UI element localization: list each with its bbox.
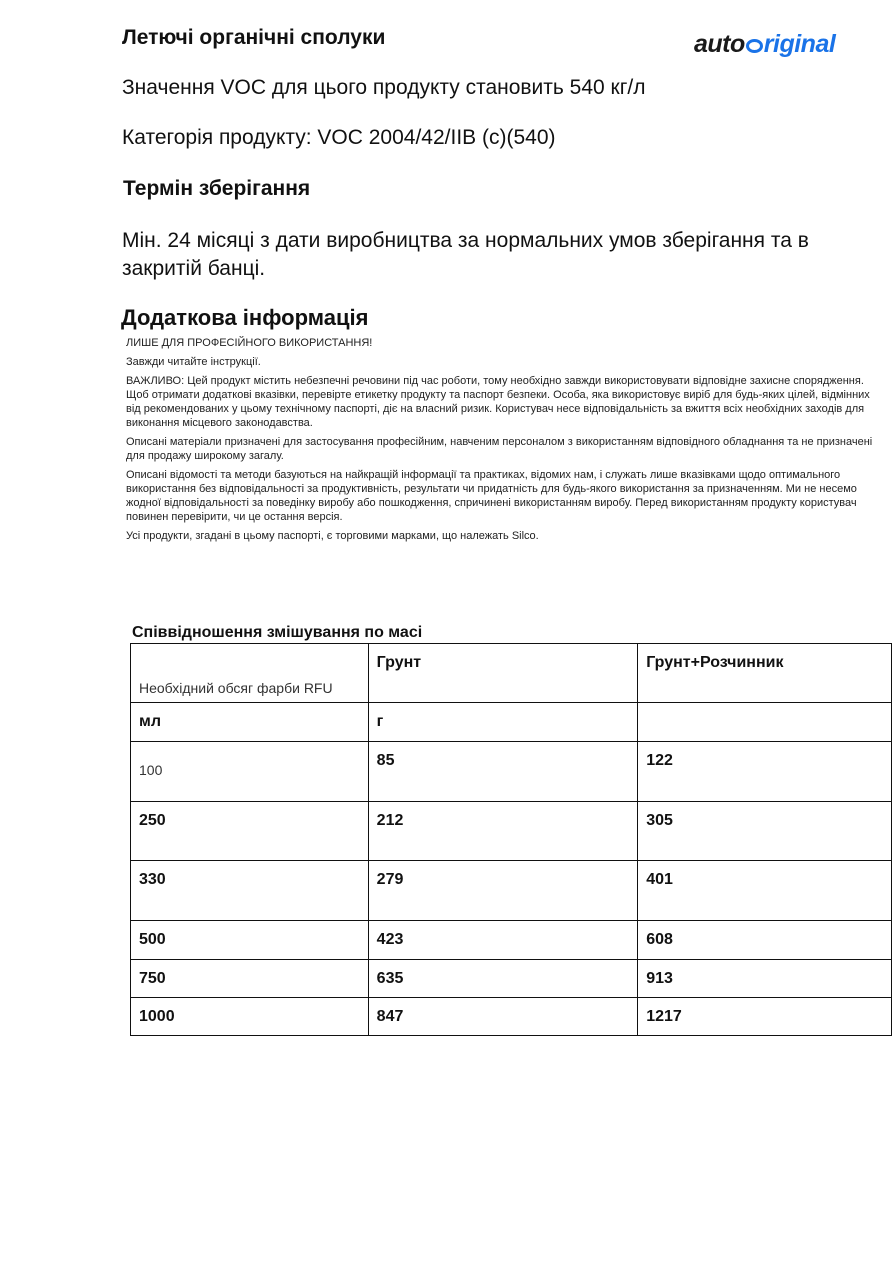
header-cell-primer-thinner: Грунт+Розчинник — [638, 644, 892, 703]
table-cell: 305 — [638, 802, 892, 861]
table-cell: 500 — [131, 921, 369, 960]
table-cell: 250 — [131, 802, 369, 861]
mixing-ratio-table — [130, 643, 892, 1036]
table-cell: 1000 — [131, 998, 369, 1036]
table-row — [131, 921, 892, 960]
table-row — [131, 742, 892, 802]
table-cell: 85 — [368, 742, 638, 802]
info-paragraph: Усі продукти, згадані в цьому паспорті, є торговими марками, що належать Silco. — [126, 530, 539, 542]
additional-info-body — [126, 336, 878, 548]
table-cell: 847 — [368, 998, 638, 1036]
info-paragraph: Завжди читайте інструкції. — [126, 356, 261, 368]
header-cell-primer: Грунт — [368, 644, 638, 703]
table-cell: 608 — [638, 921, 892, 960]
storage-text: Мін. 24 місяці з дати виробництва за нормальних умов зберігання та в закритій банці. — [122, 229, 809, 280]
header-cell-volume: Необхідний обсяг фарби RFU — [131, 644, 369, 703]
autooriginal-logo — [694, 30, 835, 59]
table-cell: 635 — [368, 960, 638, 998]
table-header-row — [131, 644, 892, 703]
table-cell: 330 — [131, 861, 369, 921]
additional-info-heading: Додаткова інформація — [121, 305, 369, 330]
unit-cell: г — [368, 703, 638, 742]
mixing-ratio-title: Співвідношення змішування по масі — [132, 624, 423, 641]
table-cell: 401 — [638, 861, 892, 921]
logo-o-ring-icon — [746, 39, 763, 53]
table-units-row — [131, 703, 892, 742]
voc-value-line: Значення VOC для цього продукту становить 540 кг/л — [122, 76, 646, 99]
table-row — [131, 960, 892, 998]
voc-heading: Летючі органічні сполуки — [122, 26, 386, 49]
logo-part-auto: auto — [694, 30, 745, 58]
table-cell: 913 — [638, 960, 892, 998]
table-row — [131, 861, 892, 921]
unit-cell — [638, 703, 892, 742]
logo-part-original: riginal — [763, 30, 836, 58]
table-cell: 122 — [638, 742, 892, 802]
table-cell: 279 — [368, 861, 638, 921]
table-cell: 100 — [131, 742, 369, 802]
table-row — [131, 998, 892, 1036]
table-cell: 212 — [368, 802, 638, 861]
table-cell: 423 — [368, 921, 638, 960]
product-category-line: Категорія продукту: VOC 2004/42/IIB (c)(540) — [122, 126, 556, 149]
info-paragraph: Описані матеріали призначені для застосування професійним, навченим персоналом з використанням відповідного обладнання та не призначені для продажу широкому загалу. — [126, 436, 873, 462]
info-paragraph: ЛИШЕ ДЛЯ ПРОФЕСІЙНОГО ВИКОРИСТАННЯ! — [126, 337, 373, 349]
info-paragraph: ВАЖЛИВО: Цей продукт містить небезпечні речовини під час роботи, тому необхідно завжди використовувати відповідне захисне спорядження. Щоб отримати додаткові вказівки, перевірте етикетку продукту та паспорт безпеки. Особа, яка використовує виріб для будь-яких цілей, відмінних від рекомендованих у цьому технічному паспорті, діє на власний ризик. Користувач несе відповідальність за вжиття всіх необхідних заходів для виконання місцевого законодавства. — [126, 375, 870, 429]
table-cell: 1217 — [638, 998, 892, 1036]
storage-heading: Термін зберігання — [123, 177, 311, 200]
table-cell: 750 — [131, 960, 369, 998]
unit-cell: мл — [131, 703, 369, 742]
table-row — [131, 802, 892, 861]
info-paragraph: Описані відомості та методи базуються на найкращій інформації та практиках, відомих нам, і служать лише вказівками щодо оптимального використання без відповідальності за продуктивність, результати чи придатність для будь-якого використання за призначенням. Ми не несемо жодної відповідальності за поведінку виробу або пошкодження, спричинені використанням виробу. Перед використанням продукту користувач повинен перевірити, чи це остання версія. — [126, 469, 857, 523]
